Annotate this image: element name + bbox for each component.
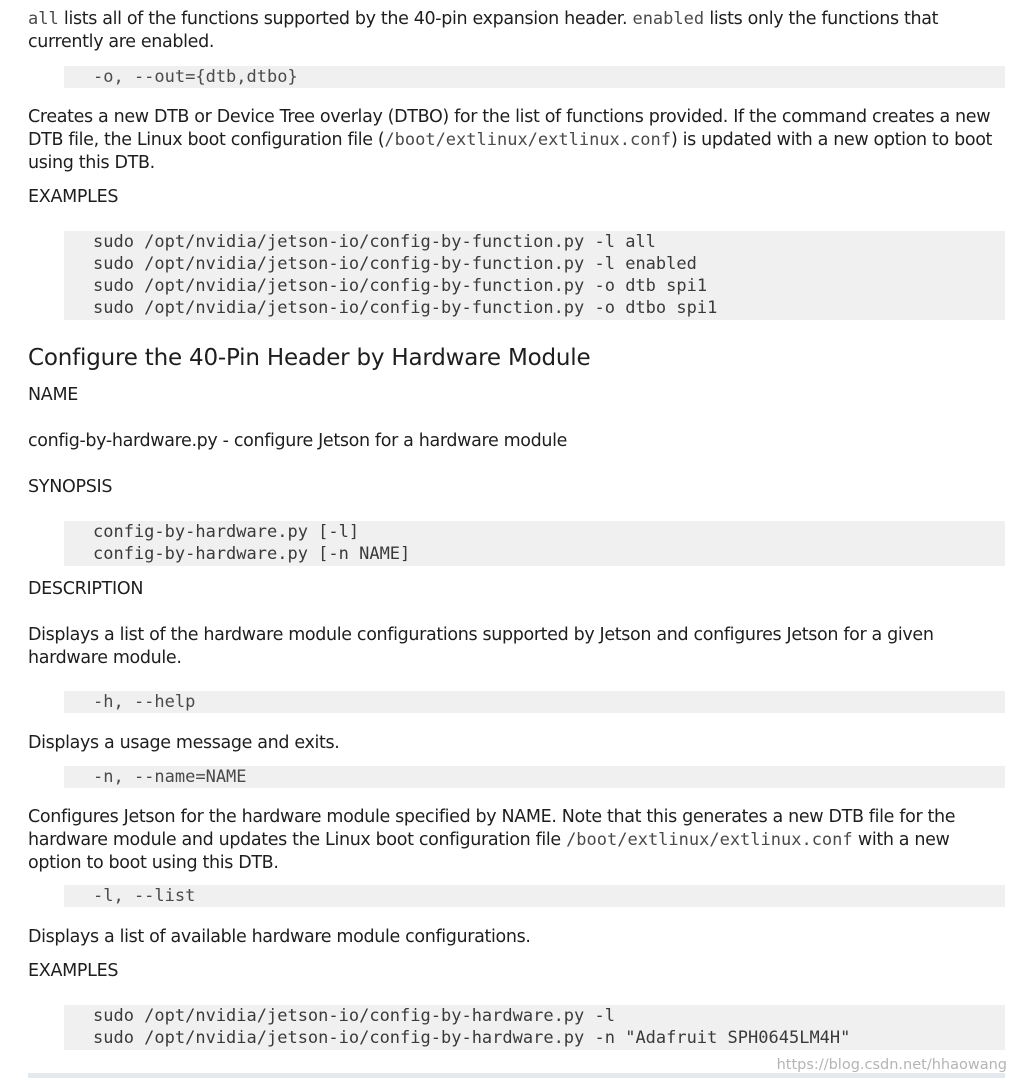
out-description — [28, 106, 998, 175]
code-line: config-by-hardware.py [-l] — [93, 522, 360, 542]
option-out: -o, --out={dtb,dtbo} — [64, 66, 1005, 88]
option-list: -l, --list — [64, 885, 1005, 907]
code-line: sudo /opt/nvidia/jetson-io/config-by-hardware.py -l — [93, 1006, 615, 1026]
help-description: Displays a usage message and exits. — [28, 733, 340, 753]
intro-paragraph — [28, 8, 998, 54]
code-extlinux-path: /boot/extlinux/extlinux.conf — [384, 130, 671, 150]
code-extlinux-path: /boot/extlinux/extlinux.conf — [566, 830, 853, 850]
examples-code-block — [64, 1005, 1005, 1050]
name-label: NAME — [28, 385, 79, 405]
out-desc-text-1: Creates a new DTB or Device Tree overlay (DTBO) for the list of functions provided. If the command creates a new DTB file, the Linux boot configuration file ( — [28, 107, 996, 150]
code-line: sudo /opt/nvidia/jetson-io/config-by-function.py -o dtbo spi1 — [93, 298, 718, 318]
list-description: Displays a list of available hardware module configurations. — [28, 927, 531, 947]
section-heading: Configure the 40-Pin Header by Hardware Module — [28, 345, 591, 371]
examples-label: EXAMPLES — [28, 187, 119, 207]
name-text: config-by-hardware.py - configure Jetson for a hardware module — [28, 431, 568, 451]
option-help: -h, --help — [64, 691, 1005, 713]
description-text: Displays a list of the hardware module configurations supported by Jetson and configures Jetson for a given hardware module. — [28, 625, 939, 668]
intro-text-1: lists all of the functions supported by the 40-pin expansion header. — [58, 9, 633, 29]
code-line: sudo /opt/nvidia/jetson-io/config-by-function.py -l all — [93, 232, 656, 252]
intro-text-2: lists only the functions that currently are enabled. — [28, 9, 944, 52]
code-line: sudo /opt/nvidia/jetson-io/config-by-hardware.py -n "Adafruit SPH0645LM4H" — [93, 1028, 851, 1048]
examples-label: EXAMPLES — [28, 961, 119, 981]
option-name: -n, --name=NAME — [64, 766, 1005, 788]
name-desc-text-2: with a new option to boot using this DTB. — [28, 830, 955, 873]
code-line: sudo /opt/nvidia/jetson-io/config-by-function.py -l enabled — [93, 254, 697, 274]
code-line: config-by-hardware.py [-n NAME] — [93, 544, 411, 564]
out-desc-text-2: ) is updated with a new option to boot using this DTB. — [28, 130, 998, 173]
code-all: all — [28, 9, 59, 29]
code-line: sudo /opt/nvidia/jetson-io/config-by-function.py -o dtb spi1 — [93, 276, 708, 296]
synopsis-label: SYNOPSIS — [28, 477, 113, 497]
description-label: DESCRIPTION — [28, 579, 144, 599]
code-enabled: enabled — [632, 9, 705, 29]
name-option-description — [28, 806, 998, 875]
watermark: https://blog.csdn.net/hhaowang — [776, 1057, 1007, 1073]
synopsis-code-block — [64, 521, 1005, 566]
examples-code-block — [64, 231, 1005, 320]
bottom-divider — [28, 1073, 1005, 1078]
name-desc-text-1: Configures Jetson for the hardware module specified by NAME. Note that this generates a new DTB file for the hardware module and updates the Linux boot configuration file — [28, 807, 961, 850]
